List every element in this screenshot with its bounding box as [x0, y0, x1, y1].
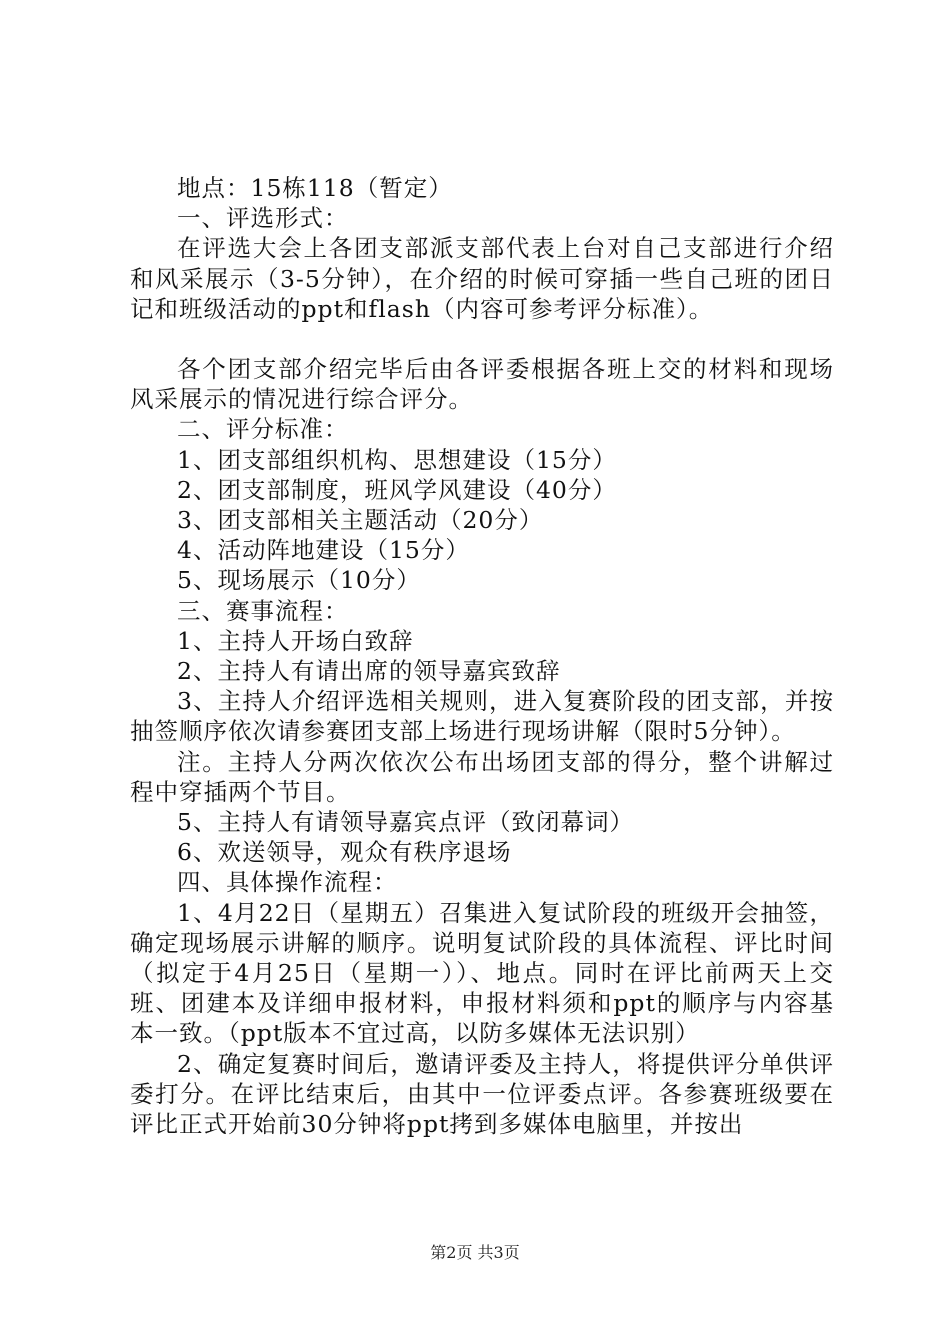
- section-heading-criteria: 二、评分标准：: [177, 415, 349, 444]
- criteria-item: 2、团支部制度，班风学风建设（40分）: [177, 475, 617, 504]
- format-paragraph: 在评选大会上各团支部派支部代表上台对自己支部进行介绍和风采展示（3-5分钟），在介绍的时候可穿插一些自己班的团日记和班级活动的ppt和flash（内容可参考评分标准）。: [130, 234, 834, 323]
- process-note: 注。主持人分两次依次公布出场团支部的得分，整个讲解过程中穿插两个节目。: [130, 747, 834, 806]
- process-item: 6、欢送领导，观众有秩序退场: [177, 838, 512, 867]
- scoring-paragraph: 各个团支部介绍完毕后由各评委根据各班上交的材料和现场风采展示的情况进行综合评分。: [130, 355, 834, 414]
- paragraph-gap: [130, 324, 834, 354]
- document-body: [130, 173, 834, 1139]
- section-heading-process: 三、赛事流程：: [177, 596, 349, 625]
- page-footer: 第2页 共3页: [430, 1243, 520, 1262]
- criteria-item: 3、团支部相关主题活动（20分）: [177, 506, 544, 535]
- criteria-item: 4、活动阵地建设（15分）: [177, 536, 470, 565]
- location-line: 地点：15栋118（暂定）: [177, 174, 453, 202]
- criteria-item: 1、团支部组织机构、思想建设（15分）: [177, 445, 617, 474]
- section-heading-format: 一、评选形式：: [177, 204, 349, 233]
- operation-item: 1、4月22日（星期五）召集进入复试阶段的班级开会抽签，确定现场展示讲解的顺序。说明复试阶段的具体流程、评比时间（拟定于4月25日（星期一））、地点。同时在评比前两天上交班、团建本及详细申报材料，申报材料须和ppt的顺序与内容基本一致。（ppt版本不宜过高，以防多媒体无法识别）: [130, 898, 834, 1048]
- section-heading-operation: 四、具体操作流程：: [177, 868, 398, 897]
- process-item: 3、主持人介绍评选相关规则，进入复赛阶段的团支部，并按抽签顺序依次请参赛团支部上场进行现场讲解（限时5分钟）。: [130, 687, 834, 746]
- criteria-item: 5、现场展示（10分）: [177, 566, 421, 595]
- process-item: 1、主持人开场白致辞: [177, 626, 414, 655]
- process-item: 2、主持人有请出席的领导嘉宾致辞: [177, 657, 561, 686]
- operation-item: 2、确定复赛时间后，邀请评委及主持人，将提供评分单供评委打分。在评比结束后，由其中一位评委点评。各参赛班级要在评比正式开始前30分钟将ppt拷到多媒体电脑里，并按出: [130, 1049, 834, 1139]
- process-item: 5、主持人有请领导嘉宾点评（致闭幕词）: [177, 808, 634, 837]
